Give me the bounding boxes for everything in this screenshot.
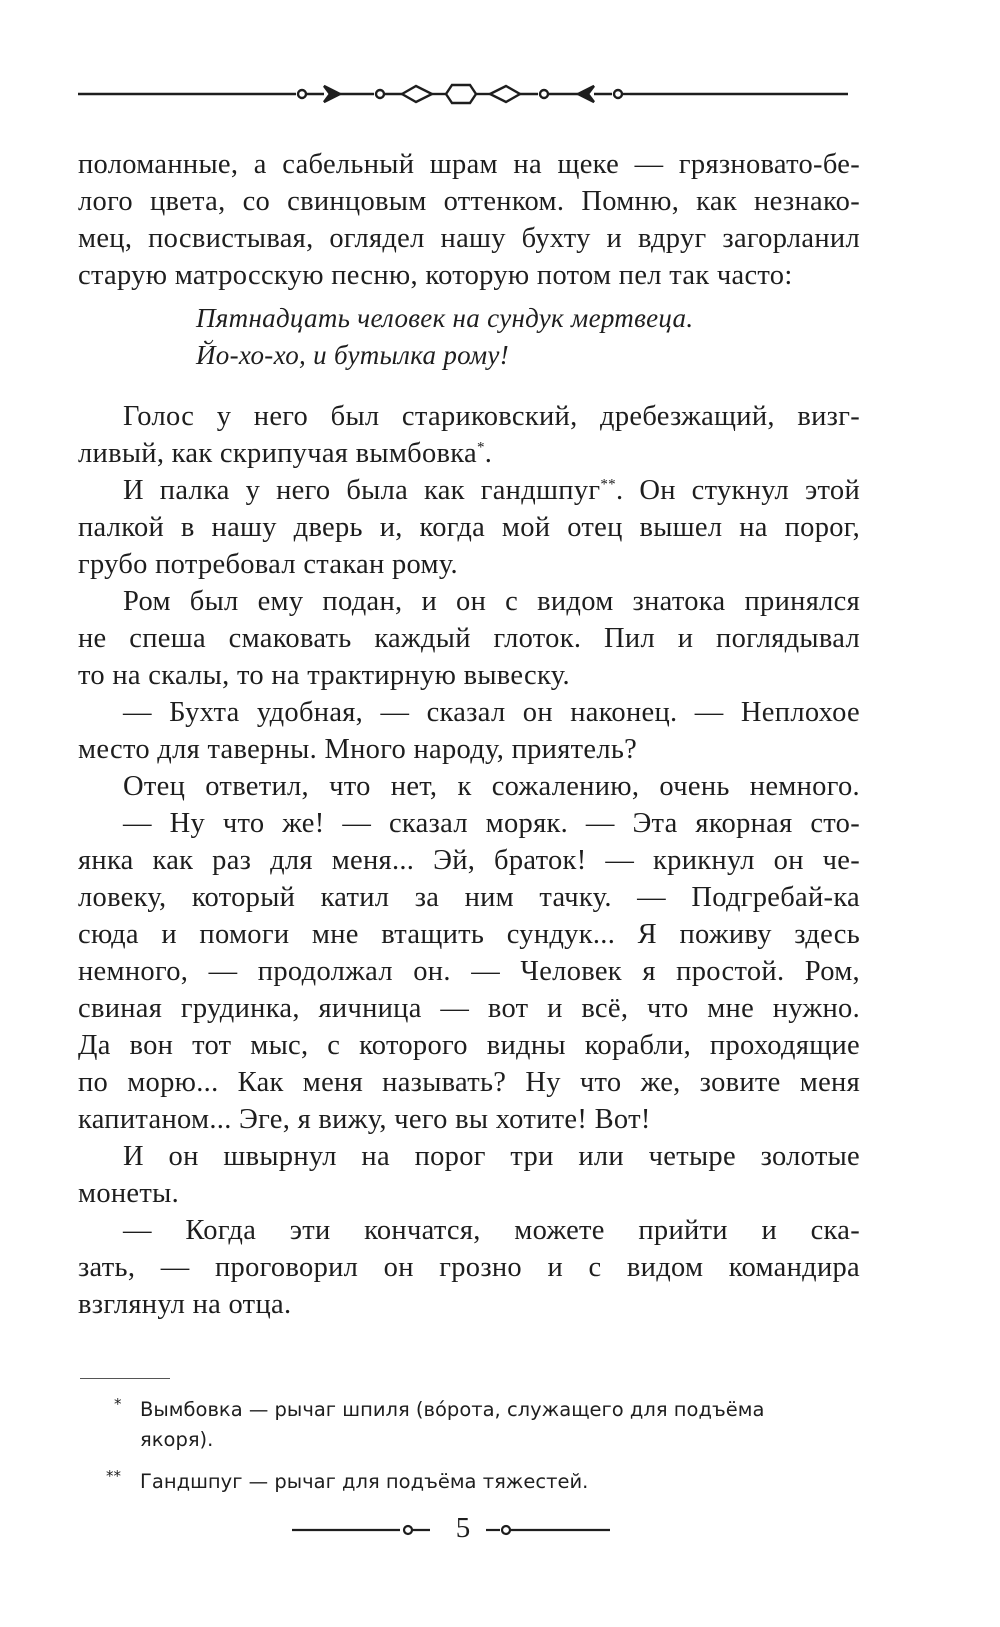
text-line: Отец ответил, что нет, к сожалению, очень немного. — [123, 771, 860, 802]
song-verse — [78, 300, 860, 374]
footnote-reference[interactable]: * — [476, 439, 485, 456]
paragraph — [78, 583, 860, 694]
footnote-2 — [80, 1467, 860, 1497]
text-line: Ром был ему подан, и он с видом знатока принялся — [123, 586, 860, 617]
main-text — [78, 146, 860, 1323]
paragraph — [78, 805, 860, 1138]
page-number: 5 — [455, 1512, 471, 1544]
text-segment: И палка у него была как гандшпуг — [123, 475, 601, 506]
text-line: Голос у него был стариковский, дребезжащий, визг- — [123, 401, 860, 432]
paragraph — [78, 1212, 860, 1323]
footnotes — [80, 1395, 860, 1497]
text-line: взглянул на отца. — [78, 1289, 292, 1320]
footnote-text: якоря). — [140, 1428, 214, 1451]
text-line: зать, — проговорил он грозно и с видом командира — [78, 1252, 860, 1283]
header-ornament — [78, 80, 858, 120]
paragraph — [78, 398, 860, 472]
text-segment: ливый, как скрипучая вымбовка — [78, 438, 477, 469]
paragraph — [78, 1138, 860, 1212]
text-line: лого цвета, со свинцовым оттенком. Помню, как незнако- — [78, 186, 860, 217]
paragraph — [78, 694, 860, 768]
text-line — [78, 472, 860, 509]
footer-ornament — [290, 1508, 690, 1548]
text-line: палкой в нашу дверь и, когда мой отец вышел на порог, — [78, 512, 860, 543]
text-line: старую матросскую песню, которую потом пел так часто: — [78, 260, 793, 291]
paragraph-continued — [78, 146, 860, 294]
text-line: ловеку, который катил за ним тачку. — Подгребай-ка — [78, 882, 860, 913]
paragraph — [78, 768, 860, 805]
text-line: И он швырнул на порог три или четыре золотые — [123, 1141, 860, 1172]
text-line: свиная грудинка, яичница — вот и всё, что мне нужно. — [78, 993, 860, 1024]
text-line: — Ну что же! — сказал моряк. — Эта якорная сто- — [123, 808, 860, 839]
text-line: мец, посвистывая, оглядел нашу бухту и вдруг загорланил — [78, 223, 860, 254]
text-line: капитаном... Эге, я вижу, чего вы хотите! Вот! — [78, 1104, 651, 1135]
text-line: поломанные, а сабельный шрам на щеке — грязновато-бе- — [78, 149, 860, 180]
footnote-text: Гандшпуг — рычаг для подъёма тяжестей. — [140, 1470, 589, 1493]
text-line: — Когда эти кончатся, можете прийти и ска- — [123, 1215, 860, 1246]
verse-line: Йо-хо-хо, и бутылка рому! — [196, 340, 510, 370]
footnote-text: Вымбовка — рычаг шпиля (вóрота, служащего для подъёма — [140, 1398, 765, 1421]
text-line: место для таверны. Много народу, приятель? — [78, 734, 638, 765]
text-line: грубо потребовал стакан рому. — [78, 549, 458, 580]
footnote-1 — [80, 1395, 860, 1455]
text-line: — Бухта удобная, — сказал он наконец. — Неплохое — [123, 697, 860, 728]
footnote-marker: ** — [106, 1467, 121, 1485]
text-segment: . — [484, 438, 493, 469]
text-line — [78, 435, 860, 472]
text-line: монеты. — [78, 1178, 180, 1209]
text-line: янка как раз для меня... Эй, браток! — крикнул он че- — [78, 845, 860, 876]
paragraph — [78, 472, 860, 583]
footnote-marker: * — [114, 1395, 122, 1413]
text-line: немного, — продолжал он. — Человек я простой. Ром, — [78, 956, 860, 987]
text-segment: . Он стукнул этой — [615, 475, 861, 506]
verse-line: Пятнадцать человек на сундук мертвеца. — [196, 303, 694, 333]
text-line: Да вон тот мыс, с которого видны корабли, проходящие — [78, 1030, 860, 1061]
text-line: сюда и помоги мне втащить сундук... Я поживу здесь — [78, 919, 860, 950]
text-line: по морю... Как меня называть? Ну что же, зовите меня — [78, 1067, 860, 1098]
footnote-separator — [80, 1378, 170, 1379]
text-line: то на скалы, то на трактирную вывеску. — [78, 660, 570, 691]
footnote-reference[interactable]: ** — [600, 476, 616, 493]
text-line: не спеша смаковать каждый глоток. Пил и поглядывал — [78, 623, 860, 654]
